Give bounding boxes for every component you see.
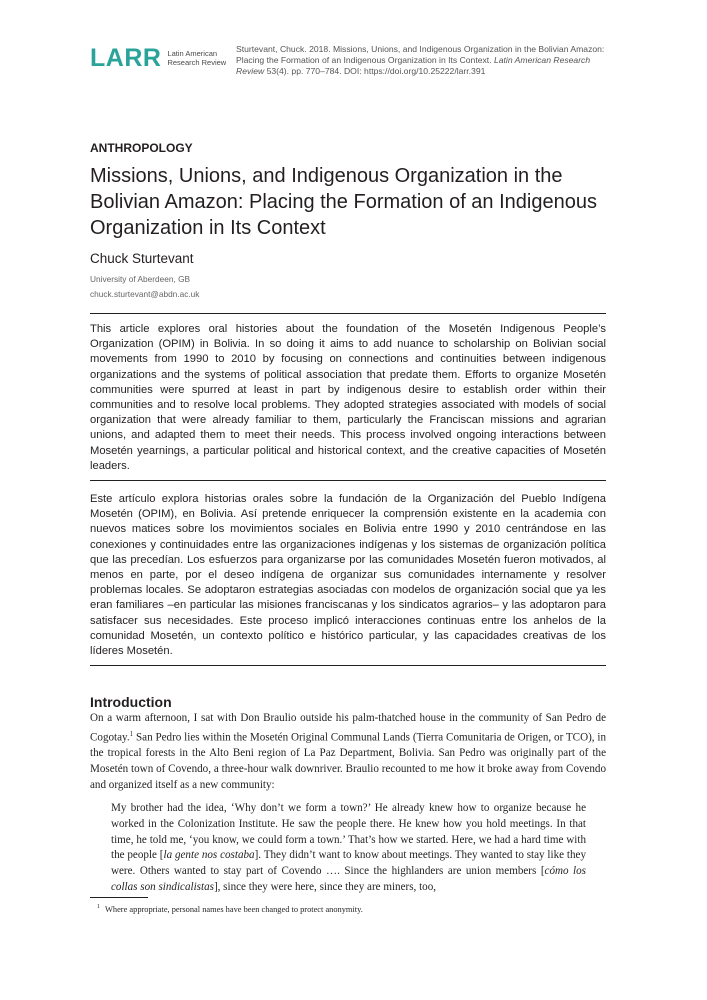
quote-italic: la gente nos costaba [163, 849, 255, 862]
paragraph-text: San Pedro lies within the Mosetén Original Communal Lands (Tierra Comunitaria de Origen, or TCO), in the tropical forests in the Alto Beni region of La Paz Department, Bolivia. San Pedro was originally part of the Mosetén town of Covendo, a three-hour walk downriver. Braulio recounted to me how it broke away from Covendo and organized itself as a new community: [90, 731, 606, 791]
article-title: Missions, Unions, and Indigenous Organization in the Bolivian Amazon: Placing the Formation of an Indigenous Organization in Its Context [90, 165, 597, 239]
author-affiliation: University of Aberdeen, GB [90, 274, 191, 284]
paragraph-text: On a warm afternoon, I sat with Don Braulio outside his palm-thatched house in the community of San Pedro de Cogotay. [90, 712, 606, 744]
footnote-divider [90, 897, 148, 898]
abstract-english: This article explores oral histories about the foundation of the Mosetén Indigenous People’s Organization (OPIM) in Bolivia. In so doing it aims to add nuance to scholarship on Bolivian social movements from 1990 to 2010 by focusing on connections and continuities between indigenous organizations and the systems of political association that predate them. Efforts to organize Mosetén communities were spurred at least in part by indigenous desire to establish order within their communities and to resolve local problems. They adopted strategies associated with models of social organization that were already familiar to them, particularly the Franciscan missions and agrarian unions, and adapted them to meet their needs. This process involved ongoing interactions between Mosetén yearnings, a particular political and historical context, and the creative capacities of Mosetén leaders. [90, 323, 606, 472]
footnote [97, 904, 363, 914]
citation-text: Sturtevant, Chuck. 2018. Missions, Unions, and Indigenous Organization in the Bolivian Amazon: Placing the Formation of an Indigenous Organization in Its Context. [236, 44, 605, 66]
abstract-spanish: Este artículo explora historias orales sobre la fundación de la Organización del Pueblo Indígena Mosetén (OPIM), en Bolivia. Así pretende enriquecer la comprensión existente en la academia con nuevos matices sobre los movimientos sociales en Bolivia entre 1990 y 2010 centrándose en las conexiones y continuidades entre las organizaciones indígenas y los sistemas de organización política que las precedían. Los esfuerzos para organizarse por las comunidades Mosetén fueron motivados, al menos en parte, por el deseo indígena de organizar sus comunidades internamente y resolver problemas locales. Se adoptaron estrategias asociadas con modelos de organización social que ya les eran familiares –en particular las misiones franciscanas y los sindicatos agrarios– y las adoptaron para satisfacer sus necesidades. Este proceso implicó interacciones continuas entre los anhelos de la comunidad Mosetén, un contexto político e histórico particular, y las capacidades creativas de los líderes Mosetén. [90, 493, 606, 658]
section-heading: Introduction [90, 694, 172, 710]
section-label: ANTHROPOLOGY [90, 141, 193, 155]
body-paragraph [90, 711, 606, 794]
citation-doi[interactable]: 53(4). pp. 770–784. DOI: https://doi.org/10.25222/larr.391 [266, 66, 486, 77]
logo-line-1: Latin American [167, 49, 218, 58]
footnote-marker: 1 [97, 904, 100, 910]
citation-journal: Latin American Research Review [236, 55, 591, 77]
footnote-ref[interactable]: 1 [129, 729, 134, 738]
logo-mark: LARR [90, 44, 162, 72]
quote-text: My brother had the idea, ‘Why don’t we form a town?’ He already knew how to organize because he worked in the Colonization Institute. He saw the people there. He knew how you hold meetings. In that time, he told me, ‘you know, we could form a town.’ That’s how we started. Here, we had a hard time with the people [ [111, 802, 586, 862]
logo-line-2: Research Review [167, 57, 227, 67]
journal-logo[interactable] [90, 46, 226, 71]
footnote-text: Where appropriate, personal names have been changed to protect anonymity. [105, 904, 363, 914]
divider [90, 313, 606, 314]
divider [90, 665, 606, 666]
logo-text [167, 50, 226, 67]
citation [236, 44, 616, 78]
quote-text: ]. They didn’t want to know about meetings. They wanted to stay like they were. Others wanted to stay part of Covendo …. Since the highlanders are union members [ [111, 849, 586, 878]
author-name: Chuck Sturtevant [90, 251, 194, 266]
block-quote [111, 801, 586, 896]
author-affiliation-block [90, 272, 199, 302]
quote-italic: cómo los collas son sindicalistas [111, 865, 586, 893]
divider [90, 480, 606, 481]
quote-text: ], since they were here, since they are miners, too, [213, 880, 437, 893]
author-email[interactable]: chuck.sturtevant@abdn.ac.uk [90, 289, 200, 299]
